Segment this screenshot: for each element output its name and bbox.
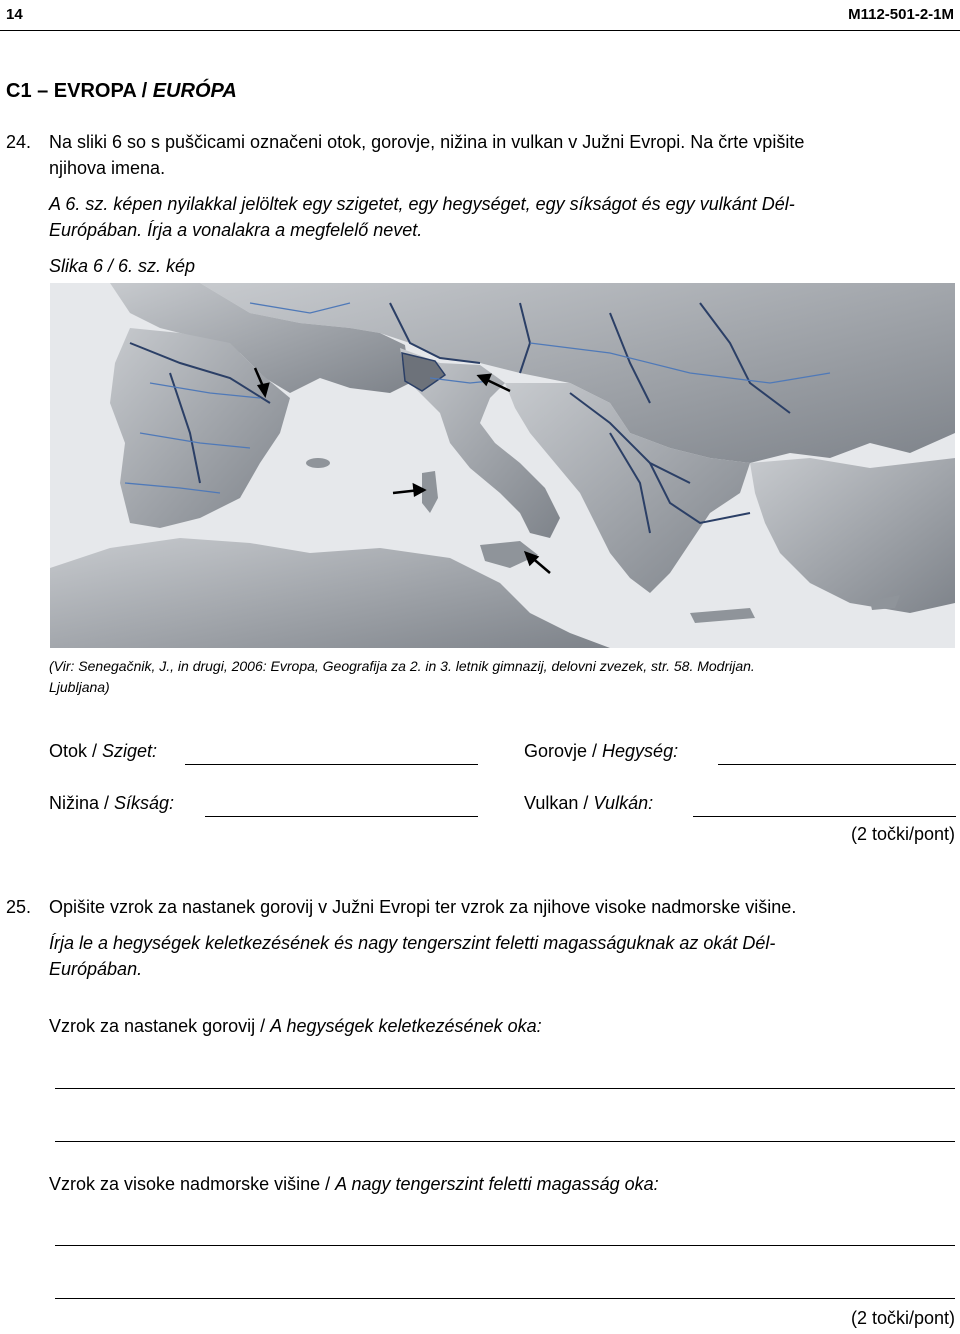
question-25-points: (2 točki/pont) <box>850 1308 955 1328</box>
altitude-prompt <box>49 1172 659 1197</box>
plain-answer-line[interactable] <box>205 816 478 817</box>
volcano-label-sl: Vulkan / <box>524 793 594 813</box>
mountain-label <box>524 739 678 764</box>
section-title-sl: C1 – EVROPA / <box>6 80 153 102</box>
question-24-number: 24. <box>6 132 32 152</box>
plain-label-sl: Nižina / <box>49 793 115 813</box>
section-title-hu: EURÓPA <box>152 80 237 102</box>
question-24-text-hu-line2: Európában. Írja a vonalakra a megfelelő nevet. <box>49 220 423 240</box>
question-25-number: 25. <box>6 897 32 917</box>
mountain-label-sl: Gorovje / <box>524 741 603 761</box>
island-label <box>49 739 157 764</box>
question-24-text-hu-line1: A 6. sz. képen nyilakkal jelöltek egy szigetet, egy hegységet, egy síkságot és egy vulkánt Dél- <box>49 194 795 214</box>
cause-prompt <box>49 1014 542 1039</box>
altitude-answer-line-2[interactable] <box>55 1298 955 1299</box>
question-25-text-hu-line2: Európában. <box>49 959 143 979</box>
cause-prompt-hu: A hegységek keletkezésének oka: <box>270 1016 542 1036</box>
volcano-label-hu: Vulkán: <box>593 793 654 813</box>
cause-prompt-sl: Vzrok za nastanek gorovij / <box>49 1016 271 1036</box>
southern-europe-map <box>50 283 955 648</box>
question-24-text-sl-line1: Na sliki 6 so s puščicami označeni otok, gorovje, nižina in vulkan v Južni Evropi. Na črte vpišite <box>49 132 805 152</box>
cause-answer-line-2[interactable] <box>55 1141 955 1142</box>
altitude-prompt-hu: A nagy tengerszint feletti magasság oka: <box>335 1174 659 1194</box>
plain-label-hu: Síkság: <box>114 793 175 813</box>
island-answer-line[interactable] <box>185 764 478 765</box>
cause-answer-line-1[interactable] <box>55 1088 955 1089</box>
header-rule <box>0 30 960 31</box>
page-number: 14 <box>6 6 23 23</box>
question-25-text-sl: Opišite vzrok za nastanek gorovij v Južni Evropi ter vzrok za njihove visoke nadmorske višine. <box>49 897 797 917</box>
plain-label <box>49 791 174 816</box>
altitude-prompt-sl: Vzrok za visoke nadmorske višine / <box>49 1174 336 1194</box>
document-code: M112-501-2-1M <box>848 6 954 23</box>
volcano-label <box>524 791 653 816</box>
question-25-text-hu-line1: Írja le a hegységek keletkezésének és nagy tengerszint feletti magasságuknak az okát Dél- <box>49 933 776 953</box>
question-24-points: (2 točki/pont) <box>850 824 955 844</box>
map-citation-line1: (Vir: Senegačnik, J., in drugi, 2006: Evropa, Geografija za 2. in 3. letnik gimnazij, delovni zvezek, str. 58. Modrijan. <box>49 658 755 674</box>
altitude-answer-line-1[interactable] <box>55 1245 955 1246</box>
section-title <box>6 80 237 103</box>
island-label-sl: Otok / <box>49 741 103 761</box>
mountain-label-hu: Hegység: <box>602 741 679 761</box>
map-citation-line2: Ljubljana) <box>49 679 110 695</box>
figure-label: Slika 6 / 6. sz. kép <box>49 256 196 276</box>
island-label-hu: Sziget: <box>102 741 158 761</box>
question-24-text-sl-line2: njihova imena. <box>49 158 166 178</box>
mountain-answer-line[interactable] <box>718 764 956 765</box>
balearic-islands <box>306 458 330 468</box>
volcano-answer-line[interactable] <box>693 816 956 817</box>
